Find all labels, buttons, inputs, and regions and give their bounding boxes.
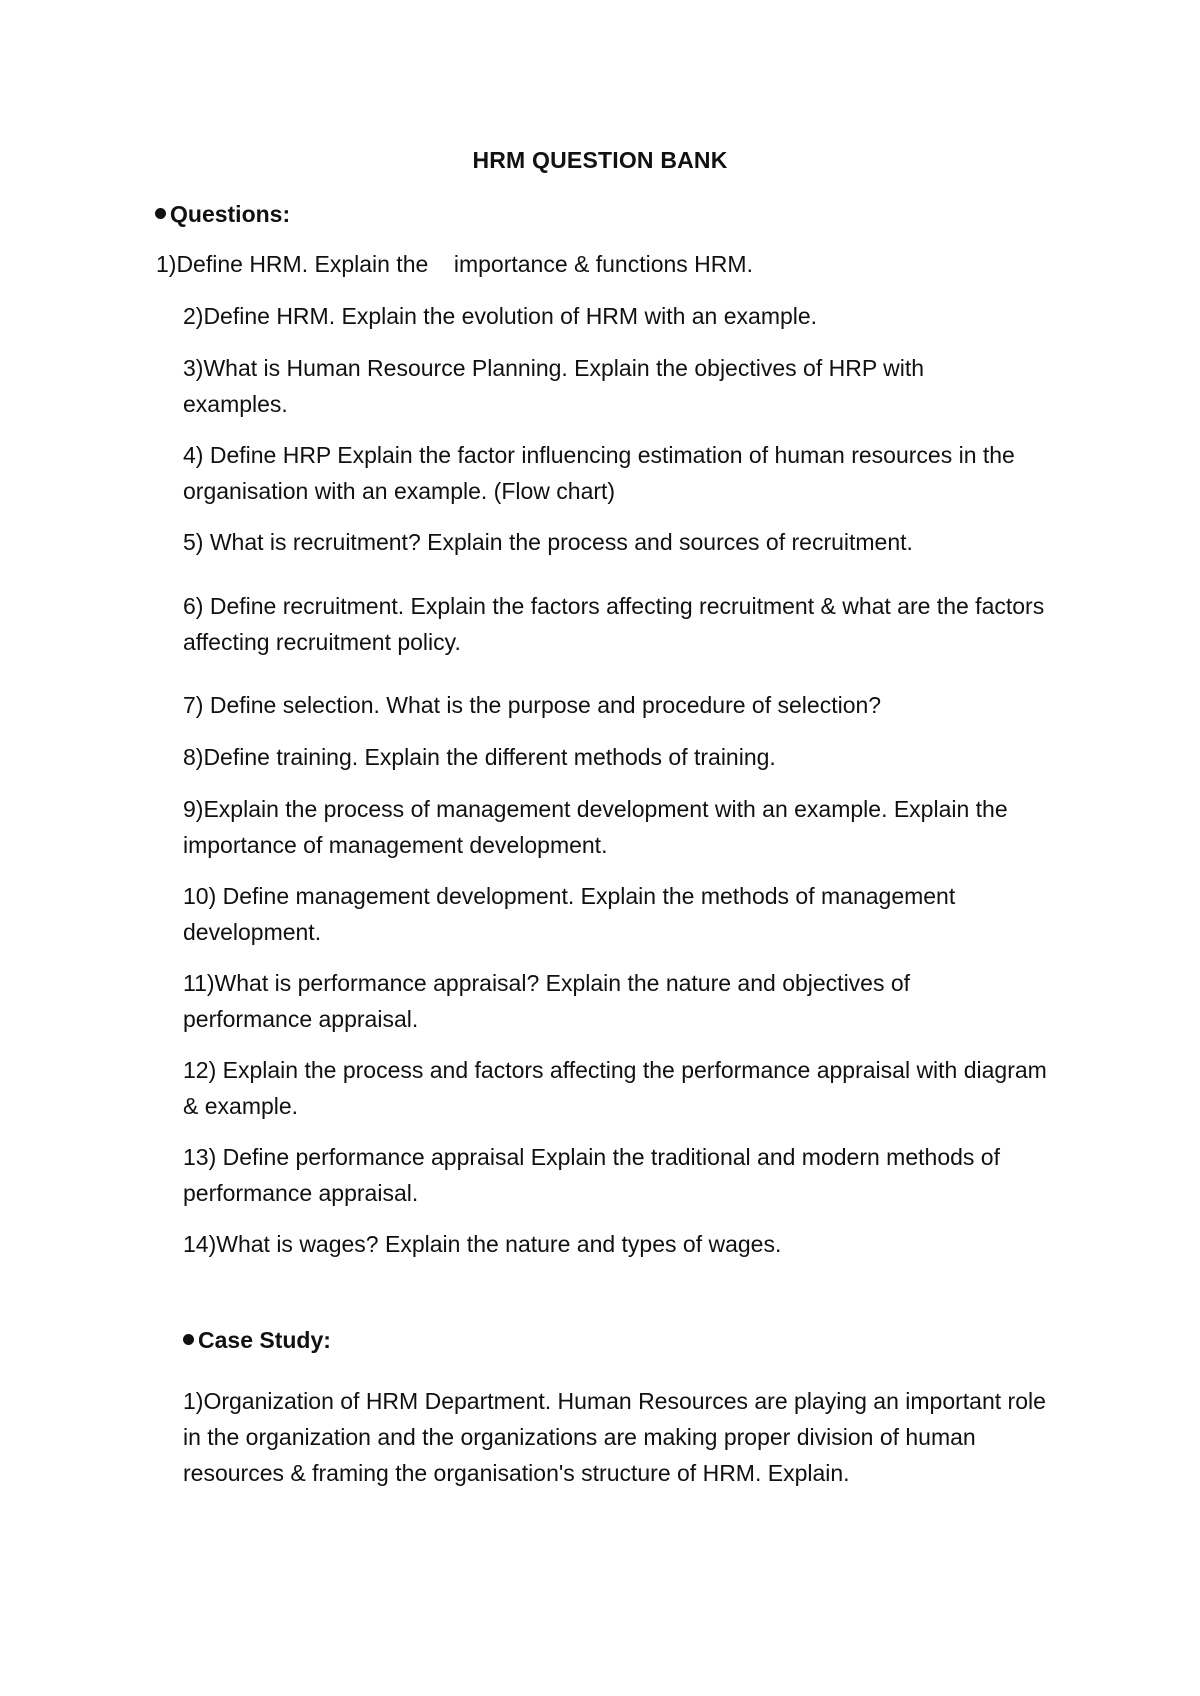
questions-heading bbox=[155, 201, 290, 228]
questions-heading-text: Questions: bbox=[170, 201, 291, 227]
question-6: 6) Define recruitment. Explain the factors affecting recruitment & what are the factors affecting recruitment policy. bbox=[183, 593, 1045, 655]
bullet-icon bbox=[183, 1334, 194, 1345]
question-12: 12) Explain the process and factors affecting the performance appraisal with diagram & example. bbox=[183, 1057, 1047, 1119]
bullet-icon bbox=[155, 208, 166, 219]
question-8: 8)Define training. Explain the different methods of training. bbox=[183, 744, 776, 770]
case-study-text: 1)Organization of HRM Department. Human Resources are playing an important role in the organization and the organizations are making proper division of human resources & framing the organisation's structure of HRM. Explain. bbox=[183, 1388, 1046, 1486]
case-study-heading-text: Case Study: bbox=[198, 1327, 331, 1353]
question-3: 3)What is Human Resource Planning. Explain the objectives of HRP with examples. bbox=[183, 355, 925, 417]
question-10: 10) Define management development. Explain the methods of management development. bbox=[183, 883, 956, 945]
question-11: 11)What is performance appraisal? Explain the nature and objectives of performance appraisal. bbox=[183, 970, 911, 1032]
question-13: 13) Define performance appraisal Explain the traditional and modern methods of performance appraisal. bbox=[183, 1144, 1000, 1206]
question-7: 7) Define selection. What is the purpose and procedure of selection? bbox=[183, 692, 882, 718]
question-4: 4) Define HRP Explain the factor influencing estimation of human resources in the organisation with an example. (Flow chart) bbox=[183, 442, 1015, 504]
question-2: 2)Define HRM. Explain the evolution of HRM with an example. bbox=[183, 303, 818, 329]
case-study-heading bbox=[183, 1327, 331, 1354]
question-9: 9)Explain the process of management development with an example. Explain the importance of management development. bbox=[183, 796, 1008, 858]
question-5: 5) What is recruitment? Explain the process and sources of recruitment. bbox=[183, 529, 913, 555]
document-title: HRM QUESTION BANK bbox=[472, 147, 728, 173]
question-14: 14)What is wages? Explain the nature and types of wages. bbox=[183, 1231, 782, 1257]
question-1: 1)Define HRM. Explain the importance & functions HRM. bbox=[156, 251, 753, 277]
